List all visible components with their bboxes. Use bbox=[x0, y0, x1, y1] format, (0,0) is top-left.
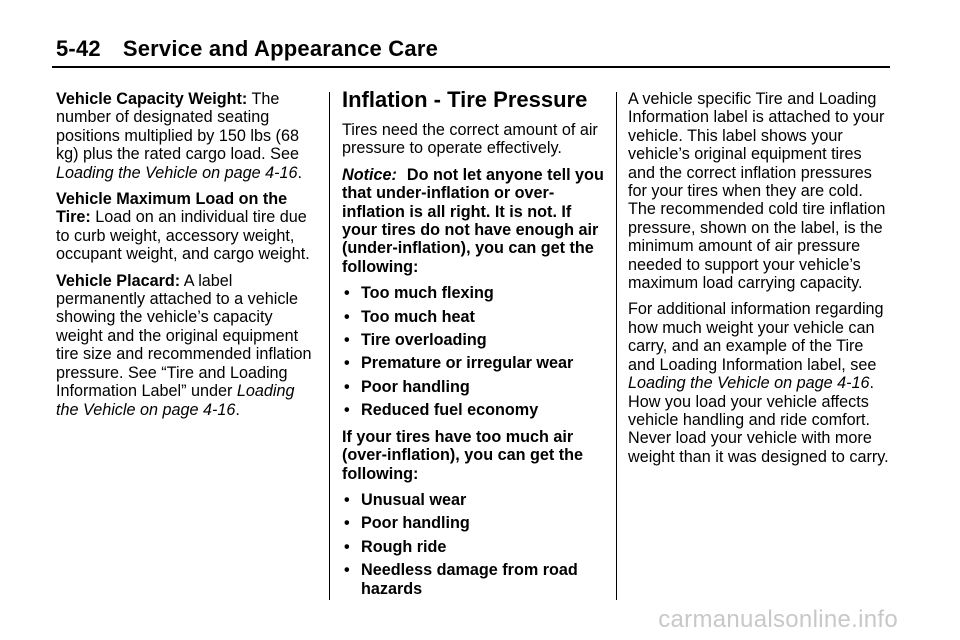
sentence-end: . bbox=[235, 400, 240, 419]
over-inflation-intro: If your tires have too much air (over-inflation), you can get the following: bbox=[342, 427, 584, 483]
section-heading: Inflation - Tire Pressure bbox=[342, 87, 588, 112]
notice-text: Do not let anyone tell you that under-inflation or over-inflation is all right. It is not. If your tires do not have enough air (under-inflation), you can get the following: bbox=[342, 165, 604, 276]
section-title: Service and Appearance Care bbox=[122, 36, 439, 61]
page-reference-link[interactable]: Loading the Vehicle on page 4-16 bbox=[56, 163, 298, 182]
column-right bbox=[628, 90, 890, 474]
under-inflation-list bbox=[342, 284, 606, 419]
column-divider-2 bbox=[616, 92, 617, 600]
definition-text: A label permanently attached to a vehicle showing the vehicle’s capacity weight and the original equipment tire size and recommended inflation pressure. See “Tire and Loading Information Label” under bbox=[56, 271, 312, 401]
page-number: 5-42 bbox=[56, 36, 101, 61]
over-inflation-list bbox=[342, 491, 606, 598]
term-label: Vehicle Capacity Weight: bbox=[56, 90, 248, 108]
page-reference-link[interactable]: Loading the Vehicle on page 4-16 bbox=[628, 374, 870, 393]
definition-capacity-weight bbox=[56, 90, 320, 182]
list-item: • Too much flexing bbox=[342, 284, 606, 302]
intro-paragraph: Tires need the correct amount of air pressure to operate effectively. bbox=[342, 121, 598, 158]
list-item: • Too much heat bbox=[342, 308, 606, 326]
label-description-paragraph: A vehicle specific Tire and Loading Information label is attached to your vehicle. This label shows your vehicle’s original equipment tires and the correct inflation pressures for your tires when they are cold. The recommended cold tire inflation pressure, shown on the label, is the minimum amount of air pressure needed to support your vehicle’s maximum load carrying capacity. bbox=[628, 90, 886, 293]
header-rule bbox=[52, 66, 890, 68]
definition-max-load bbox=[56, 190, 320, 264]
page-reference-link[interactable]: Loading the Vehicle on page 4-16 bbox=[56, 382, 295, 419]
additional-info-paragraph bbox=[628, 300, 890, 466]
definition-text: The number of designated seating positions multiplied by 150 lbs (68 kg) plus the rated cargo load. See bbox=[56, 90, 299, 164]
paragraph-text: For additional information regarding how much weight your vehicle can carry, and an example of the Tire and Loading Information label, see bbox=[628, 300, 884, 374]
column-left bbox=[56, 90, 320, 427]
list-item: • Reduced fuel economy bbox=[342, 401, 606, 419]
page-header bbox=[56, 36, 438, 62]
term-label: Vehicle Maximum Load on the Tire: bbox=[56, 190, 288, 227]
list-item: • Needless damage from road hazards bbox=[342, 561, 606, 598]
column-divider-1 bbox=[329, 92, 330, 600]
definition-placard bbox=[56, 272, 320, 419]
notice-label: Notice: bbox=[342, 165, 397, 184]
column-middle bbox=[342, 87, 606, 606]
term-label: Vehicle Placard: bbox=[56, 271, 181, 290]
sentence-end: . bbox=[297, 163, 303, 182]
list-item: • Unusual wear bbox=[342, 491, 606, 509]
list-item: • Rough ride bbox=[342, 538, 606, 556]
notice-paragraph bbox=[342, 166, 606, 276]
watermark: carmanualsonline.info bbox=[658, 606, 898, 633]
list-item: • Poor handling bbox=[342, 378, 606, 396]
definition-text: Load on an individual tire due to curb weight, accessory weight, occupant weight, and cargo weight. bbox=[56, 208, 310, 264]
list-item: • Tire overloading bbox=[342, 331, 606, 349]
list-item: • Premature or irregular wear bbox=[342, 354, 606, 372]
paragraph-text-end: . How you load your vehicle affects vehicle handling and ride comfort. Never load your vehicle with more weight than it was designed to carry. bbox=[628, 374, 889, 466]
list-item: • Poor handling bbox=[342, 514, 606, 532]
